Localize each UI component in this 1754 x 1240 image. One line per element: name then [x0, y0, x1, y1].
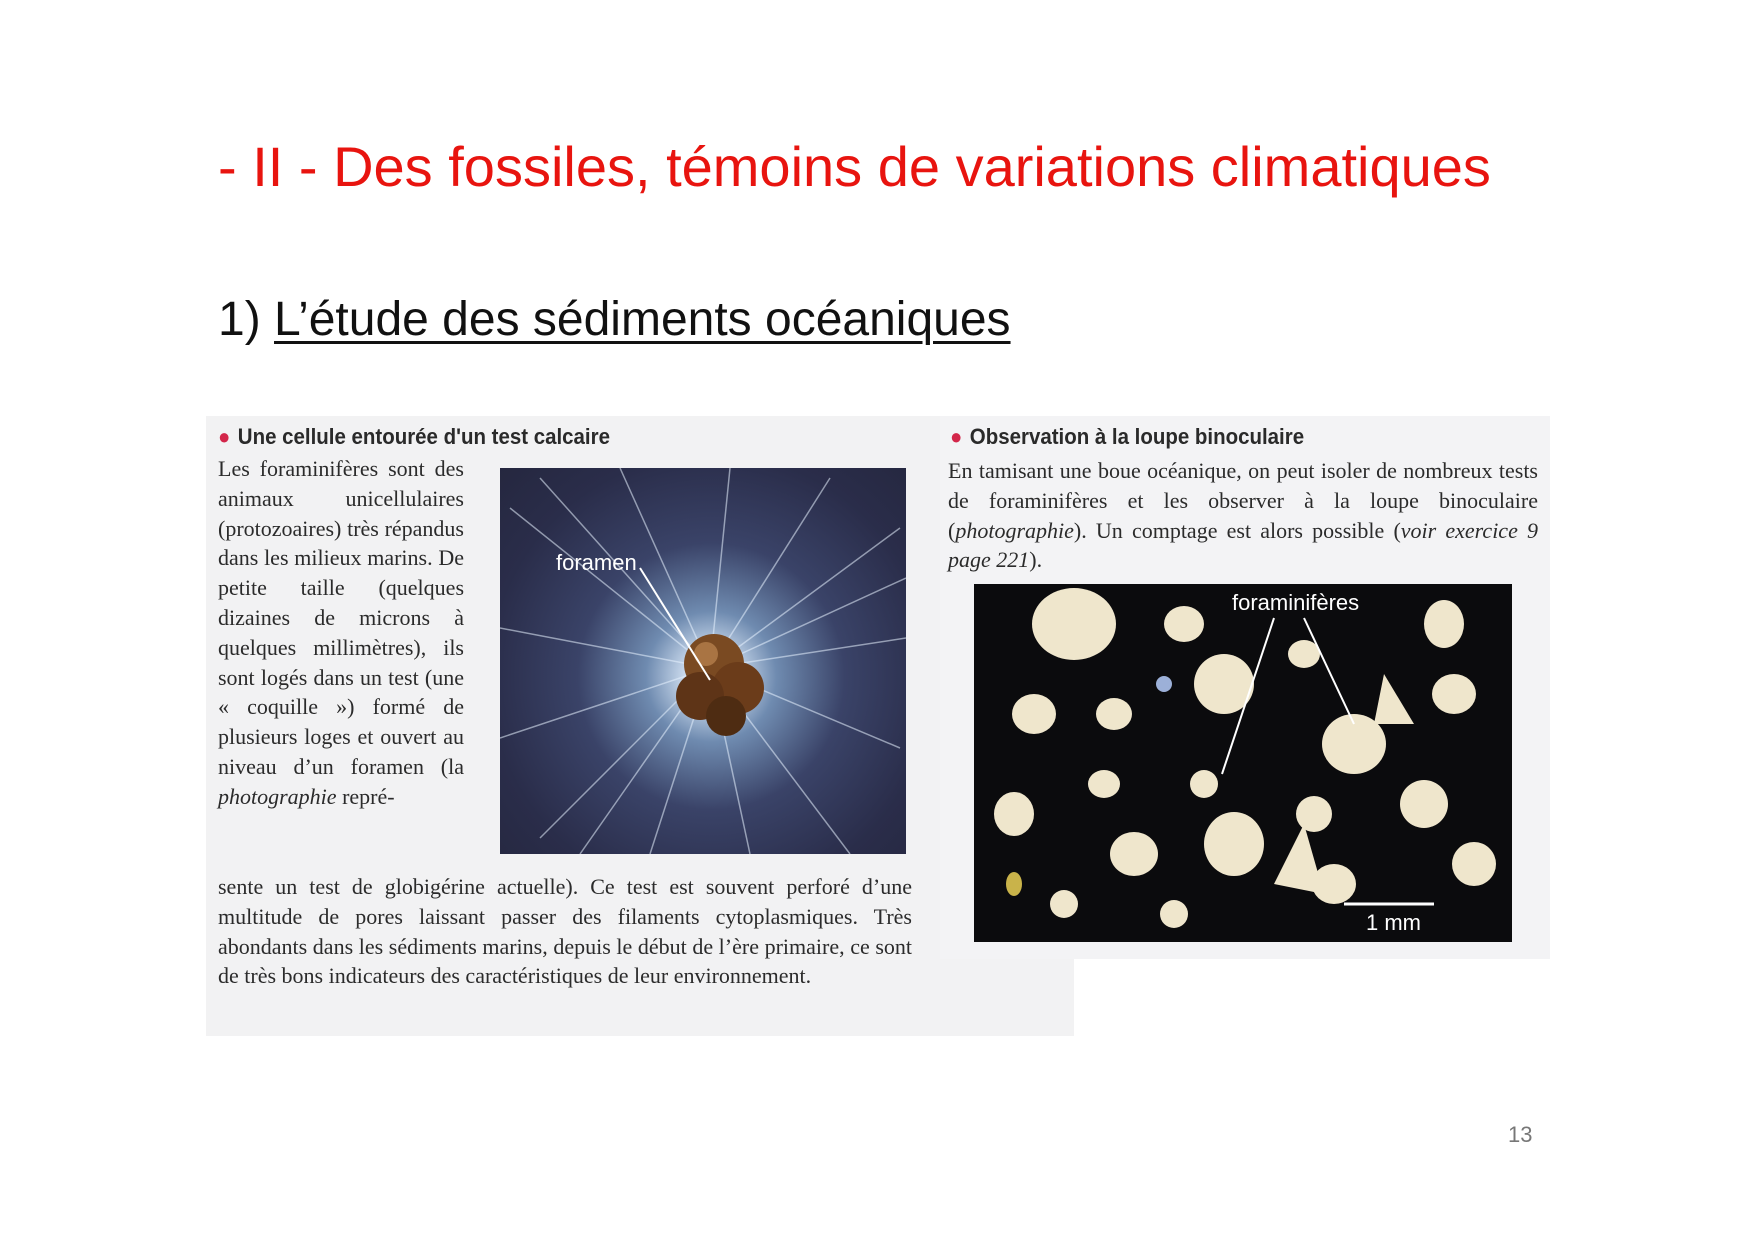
page-number: 13 — [1508, 1122, 1533, 1147]
left-bottom-text: sente un test de globigérine actuelle). Ce test est souvent perforé d’une multitude de pores laissant passer des filaments cytoplasmiques. Très abondants dans les sédiments marins, depuis le début de l’ère primaire, ce sont de très bons indicateurs des caractéristiques de leur environnement. — [218, 874, 912, 989]
right-panel-text: En tamisant une boue océanique, on peut isoler de nombreux tests de foraminifères et les observer à la loupe binoculaire (photographie). Un comptage est alors possible (voir exercice 9 page 221). — [948, 458, 1539, 573]
italic-photographie: photographie — [218, 783, 337, 809]
right-panel-heading: ● Observation à la loupe binoculaire — [950, 424, 1305, 449]
slide-subtitle — [218, 290, 1011, 350]
foraminiferes-label: foraminifères — [1232, 590, 1360, 615]
subtitle-text: L’étude des sédiments océaniques — [274, 293, 1011, 346]
globigerine-illustration — [500, 468, 906, 854]
slide-title: - II - Des fossiles, témoins de variations climatiques — [218, 135, 1491, 198]
left-column-text: Les foraminifères sont des animaux unicellulaires (protozoaires) très répandus dans les milieux marins. De petite taille (quelques dizaines de microns à quelques millimètres), ils sont logés dans un test (une « coquille ») formé de plusieurs loges et ouvert au niveau d’un foramen (la photographie repré- — [218, 456, 464, 809]
globigerine-photo — [500, 468, 906, 854]
bullet-icon: ● — [218, 424, 231, 449]
foramen-label: foramen — [556, 550, 637, 575]
scale-bar-label: 1 mm — [1366, 910, 1421, 935]
foraminiferes-photo — [974, 584, 1512, 942]
foraminiferes-illustration — [974, 584, 1512, 942]
bullet-icon: ● — [950, 424, 963, 449]
right-scan-panel — [940, 416, 1550, 959]
left-panel-heading: ● Une cellule entourée d'un test calcaire — [218, 424, 610, 449]
subtitle-number: 1) — [218, 293, 275, 346]
